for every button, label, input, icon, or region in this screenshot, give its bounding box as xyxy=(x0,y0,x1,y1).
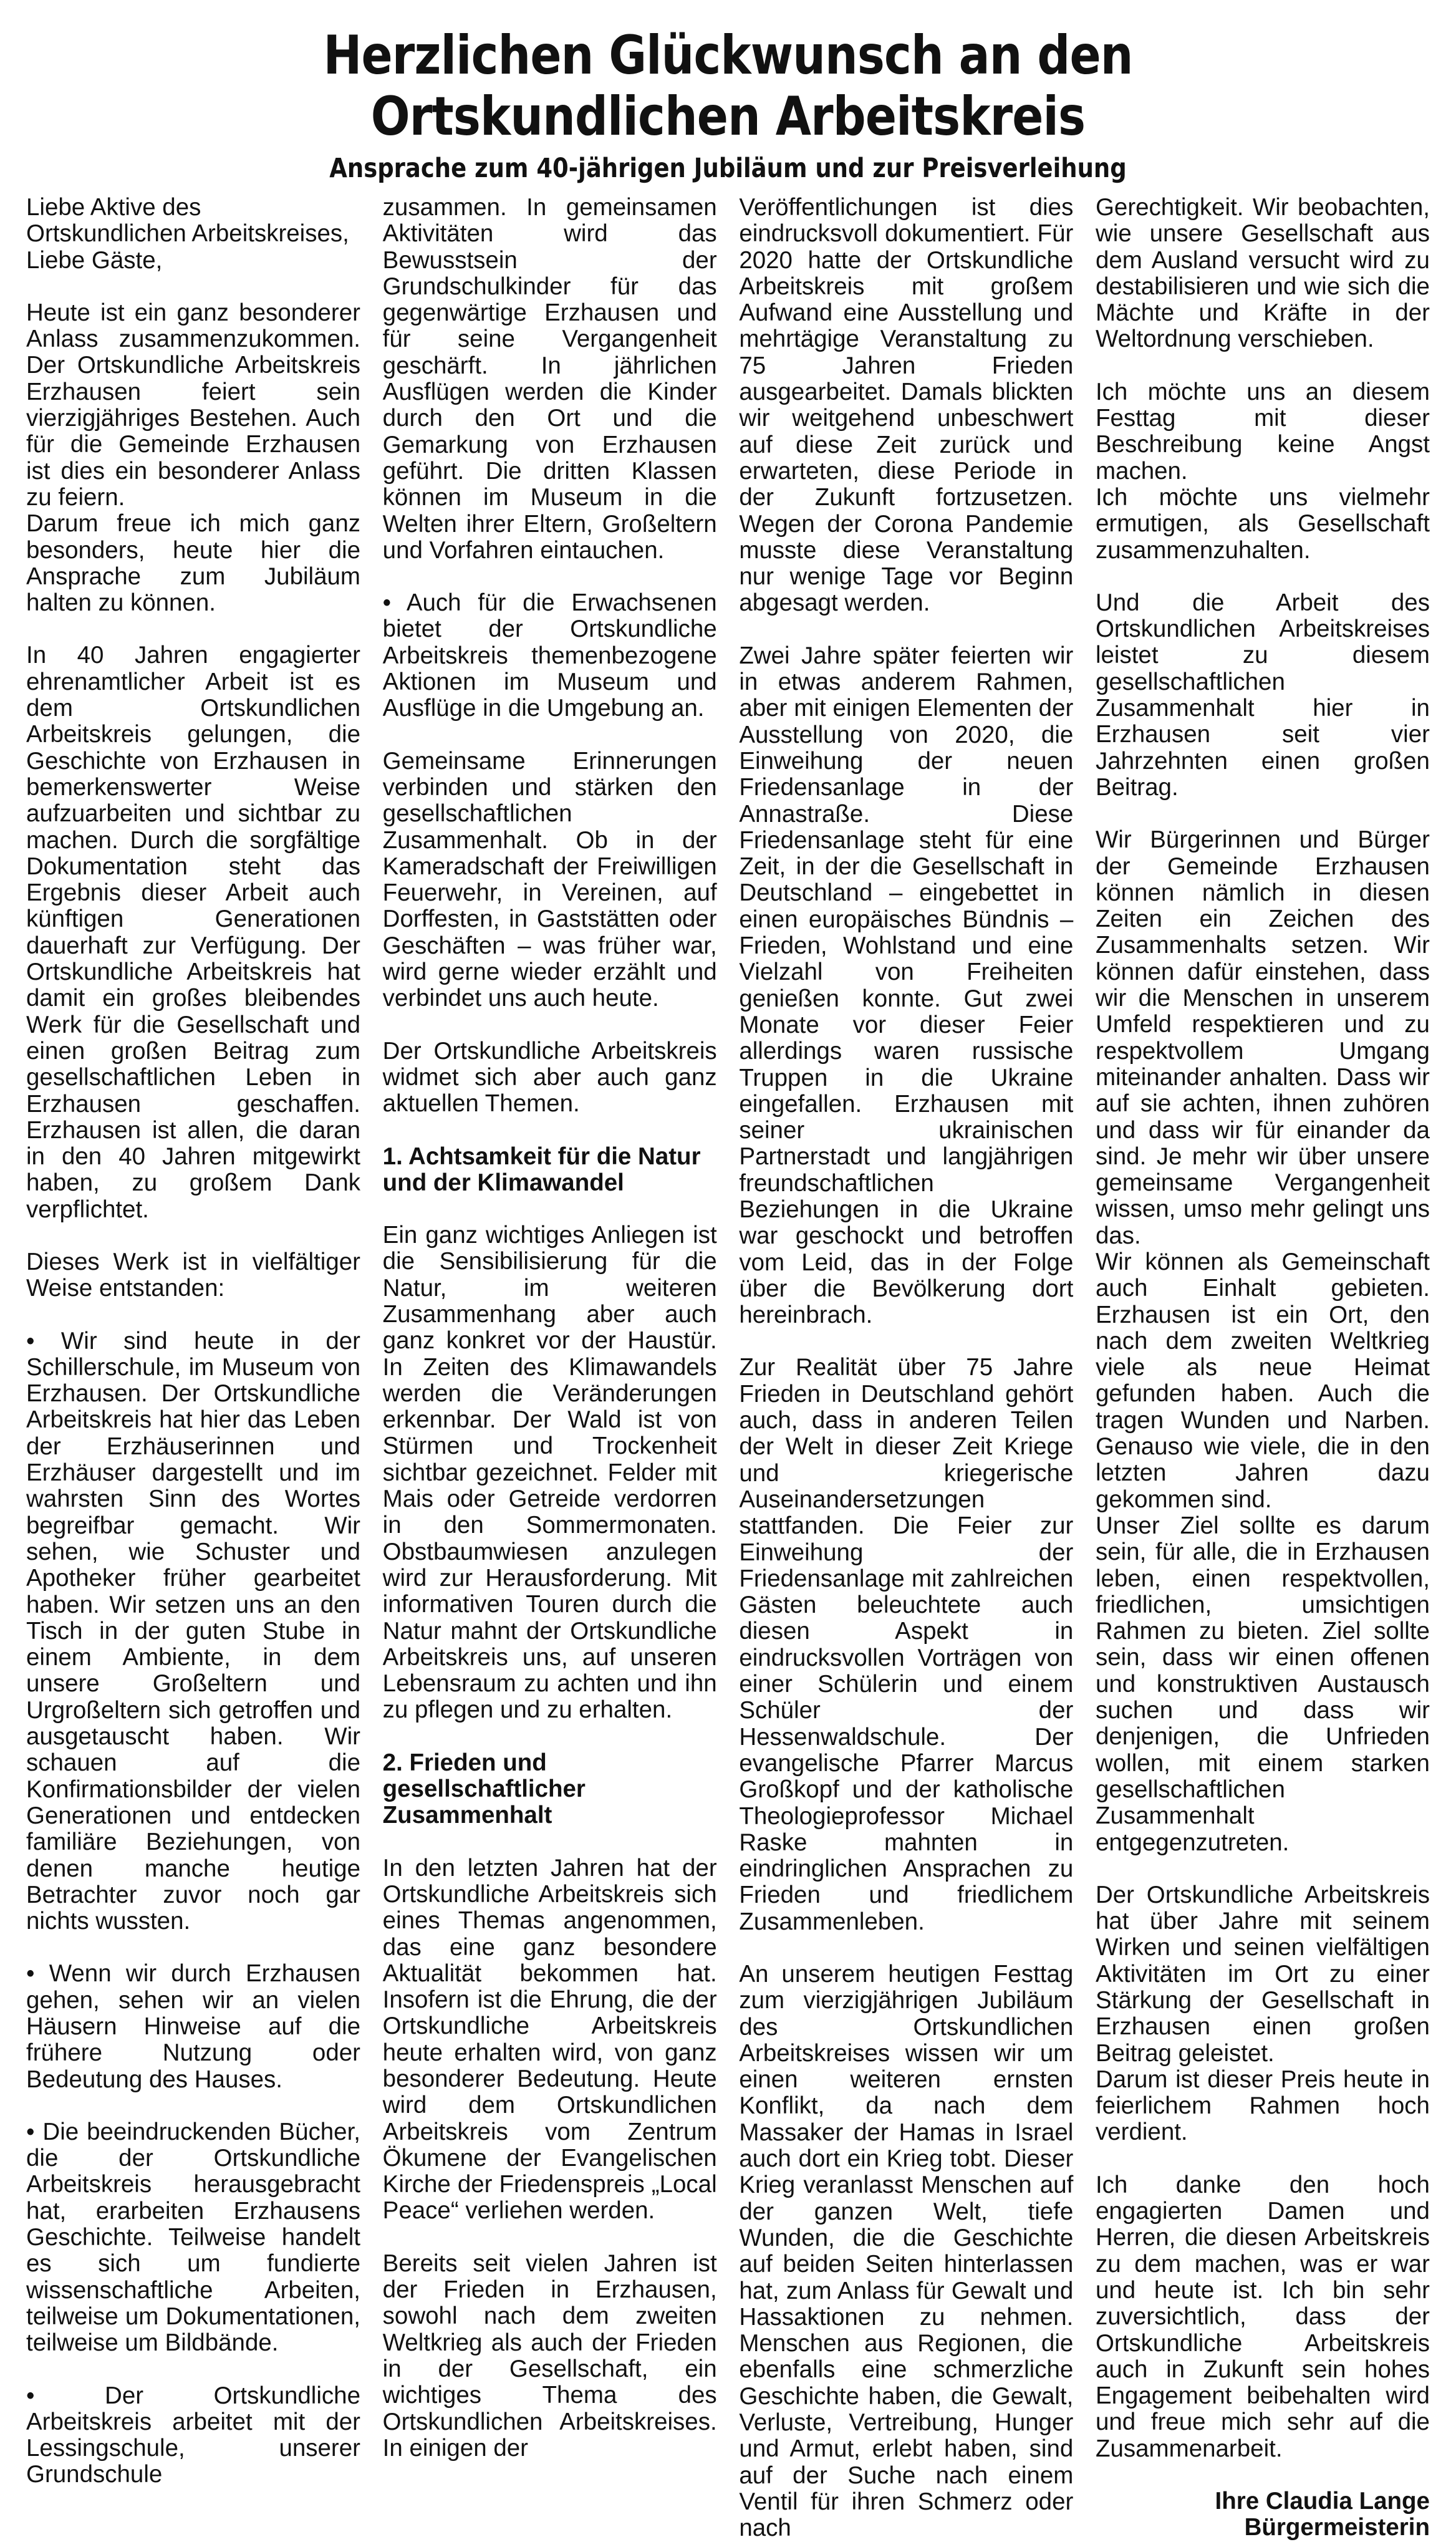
bullet-paragraph: • Die beeindruckenden Bücher, die der Ortskundliche Arbeitskreis herausgebracht hat, erarbeiten Erzhausens Geschichte. Teilweise handelt es sich um fundierte wissenschaftliche Arbeiten, teilweise um Dokumentationen, teilweise um Bildbände. xyxy=(26,2118,360,2357)
bullet-paragraph: • Auch für die Erwachsenen bietet der Ortskundliche Arbeitskreis themenbezogene Aktionen im Museum und Ausflüge in die Umgebung an. xyxy=(382,589,717,722)
column-4 xyxy=(1095,194,1430,2541)
bullet-paragraph: • Wenn wir durch Erzhausen gehen, sehen wir an vielen Häusern Hinweise auf die frühere Nutzung oder Bedeutung des Hauses. xyxy=(26,1960,360,2093)
signature-name: Ihre Claudia Lange xyxy=(1215,2488,1430,2515)
headline-line-1: Herzlichen Glückwunsch an den xyxy=(323,24,1133,87)
paragraph: Ich danke den hoch engagierten Damen und Herren, die diesen Arbeitskreis zu dem machen, was er war und heute ist. Ich bin sehr zuversichtlich, dass der Ortskundliche Arbeitskreis auch in Zukunft sein hohes Engagement beibehalten wird und freue mich sehr auf die Zusammenarbeit. xyxy=(1095,2171,1430,2462)
paragraph: Der Ortskundliche Arbeitskreis widmet sich aber auch ganz aktuellen Themen. xyxy=(382,1037,717,1118)
paragraph: Zur Realität über 75 Jahre Frieden in Deutschland gehört auch, dass in anderen Teilen der Welt in dieser Zeit Kriege und kriegerische Auseinandersetzungen stattfanden. Die Feier zur Einweihung der Friedensanlage mit zahlreichen Gästen beleuchtete auch diesen Aspekt in eindrucksvollen Vorträgen von einer Schülerin und einem Schüler der Hessenwaldschule. Der evangelische Pfarrer Marcus Großkopf und der katholische Theologieprofessor Michael Raske mahnten in eindringlichen Ansprachen zu Frieden und friedlichem Zusammenleben. xyxy=(739,1354,1074,1935)
paragraph: Heute ist ein ganz besonderer Anlass zusammenzukommen. Der Ortskundliche Arbeitskreis Erzhausen feiert sein vierzigjähriges Bestehen. Auch für die Gemeinde Erzhausen ist dies ein besonderer Anlass zu feiern. Darum freue ich mich ganz besonders, heute hier die Ansprache zum Jubiläum halten zu können. xyxy=(26,299,360,617)
paragraph: Ich möchte uns an diesem Festtag mit dieser Beschreibung keine Angst machen. Ich möchte uns vielmehr ermutigen, als Gesellschaft zusammenzuhalten. xyxy=(1095,378,1430,564)
column-2 xyxy=(382,194,717,2462)
subheadline: Ansprache zum 40-jährigen Jubiläum und zur Preisverleihung xyxy=(329,153,1127,184)
paragraph: An unserem heutigen Festtag zum vierzigjährigen Jubiläum des Ortskundlichen Arbeitskreises wissen wir um einen weiteren ernsten Konflikt, da nach dem Massaker der Hamas in Israel auch dort ein Krieg tobt. Dieser Krieg veranlasst Menschen auf der ganzen Welt, tiefe Wunden, die die Geschichte auf beiden Seiten hinterlassen hat, zum Anlass für Gewalt und Hassaktionen zu nehmen. Menschen aus Regionen, die ebenfalls eine schmerzliche Geschichte haben, die Gewalt, Verluste, Vertreibung, Hunger und Armut, erlebt haben, sind auf der Suche nach einem Ventil für ihren Schmerz oder nach xyxy=(739,1961,1074,2542)
section-heading: 2. Frieden und gesellschaftlicher Zusammenhalt xyxy=(382,1749,586,1829)
paragraph: Und die Arbeit des Ortskundlichen Arbeitskreises leistet zu diesem gesellschaftlichen Zusammenhalt hier in Erzhausen seit vier Jahrzehnten einen großen Beitrag. xyxy=(1095,589,1430,801)
salutation: Liebe Aktive des Ortskundlichen Arbeitskreises, Liebe Gäste, xyxy=(26,194,349,274)
bullet-paragraph: • Der Ortskundliche Arbeitskreis arbeitet mit der Lessingschule, unserer Grundschule xyxy=(26,2382,360,2488)
paragraph: In 40 Jahren engagierter ehrenamtlicher Arbeit ist es dem Ortskundlichen Arbeitskreis gelungen, die Geschichte von Erzhausen in bemerkenswerter Weise aufzuarbeiten und sichtbar zu machen. Durch die sorgfältige Dokumentation steht das Ergebnis dieser Arbeit auch künftigen Generationen dauerhaft zur Verfügung. Der Ortskundliche Arbeitskreis hat damit ein großes bleibendes Werk für die Gesellschaft und einen großen Beitrag zum gesellschaftlichen Leben in Erzhausen geschaffen. Erzhausen ist allen, die daran in den 40 Jahren mitgewirkt haben, zu großem Dank verpflichtet. xyxy=(26,642,360,1223)
paragraph: Wir Bürgerinnen und Bürger der Gemeinde Erzhausen können nämlich in diesen Zeiten ein Zeichen des Zusammenhalts setzen. Wir können dafür einstehen, dass wir die Menschen in unserem Umfeld respektieren und zu respektvollem Umgang miteinander anhalten. Dass wir auf sie achten, ihnen zuhören und dass wir für einander da sind. Je mehr wir über unsere gemeinsame Vergangenheit wissen, umso mehr gelingt uns das. Wir können als Gemeinschaft auch Einhalt gebieten. Erzhausen ist ein Ort, den nach dem zweiten Weltkrieg viele als neue Heimat gefunden haben. Auch die tragen Wunden und Narben. Genauso wie viele, die in den letzten Jahren dazu gekommen sind. Unser Ziel sollte es darum sein, für alle, die in Erzhausen leben, einen respektvollen, friedlichen, umsichtigen Rahmen zu bieten. Ziel sollte sein, dass wir einen offenen und konstruktiven Austausch suchen und dass wir denjenigen, die Unfrieden wollen, mit einem starken gesellschaftlichen Zusammenhalt entgegenzutreten. xyxy=(1095,826,1430,1856)
paragraph: Bereits seit vielen Jahren ist der Frieden in Erzhausen, sowohl nach dem zweiten Weltkrieg als auch der Frieden in der Gesellschaft, ein wichtiges Thema des Ortskundlichen Arbeitskreises. In einigen der xyxy=(382,2250,717,2462)
paragraph: Der Ortskundliche Arbeitskreis hat über Jahre mit seinem Wirken und seinen vielfältigen Aktivitäten im Ort zu einer Stärkung der Gesellschaft in Erzhausen einen großen Beitrag geleistet. Darum ist dieser Preis heute in feierlichem Rahmen hoch verdient. xyxy=(1095,1881,1430,2146)
column-3 xyxy=(739,194,1074,2542)
signature-title: Bürgermeisterin xyxy=(1244,2514,1430,2541)
bullet-paragraph: • Wir sind heute in der Schillerschule, im Museum von Erzhausen. Der Ortskundliche Arbeitskreis hat hier das Leben der Erzhäuserinnen und Erzhäuser dargestellt und im wahrsten Sinn des Wortes begreifbar gemacht. Wir sehen, wie Schuster und Apotheker früher gearbeitet haben. Wir setzen uns an den Tisch in der guten Stube in einem Ambiente, in dem unsere Großeltern und Urgroßeltern sich getroffen und ausgetauscht haben. Wir schauen auf die Konfirmationsbilder der vielen Generationen und entdecken familiäre Beziehungen, von denen manche heutige Betrachter zuvor noch gar nichts wussten. xyxy=(26,1327,360,1935)
paragraph: Veröffentlichungen ist dies eindrucksvoll dokumentiert. Für 2020 hatte der Ortskundliche Arbeitskreis mit großem Aufwand eine Ausstellung und mehrtägige Veranstaltung zu 75 Jahren Frieden ausgearbeitet. Damals blickten wir weitgehend unbeschwert auf diese Zeit zurück und erwarteten, diese Periode in der Zukunft fortzusetzen. Wegen der Corona Pandemie musste diese Veranstaltung nur wenige Tage vor Beginn abgesagt werden. xyxy=(739,194,1074,617)
paragraph: Dieses Werk ist in vielfältiger Weise entstanden: xyxy=(26,1248,360,1302)
section-heading: 1. Achtsamkeit für die Natur und der Klimawandel xyxy=(382,1143,701,1196)
headline-line-2: Ortskundlichen Arbeitskreis xyxy=(370,85,1086,148)
column-1 xyxy=(26,194,360,2488)
paragraph: zusammen. In gemeinsamen Aktivitäten wird das Bewusstsein der Grundschulkinder für das gegenwärtige Erzhausen und für seine Vergangenheit geschärft. In jährlichen Ausflügen werden die Kinder durch den Ort und die Gemarkung von Erzhausen geführt. Die dritten Klassen können im Museum in die Welten ihrer Eltern, Großeltern und Vorfahren eintauchen. xyxy=(382,194,717,564)
paragraph: In den letzten Jahren hat der Ortskundliche Arbeitskreis sich eines Themas angenommen, das eine ganz besondere Aktualität bekommen hat. Insofern ist die Ehrung, die der Ortskundliche Arbeitskreis heute erhalten wird, von ganz besonderer Bedeutung. Heute wird dem Ortskundlichen Arbeitskreis vom Zentrum Ökumene der Evangelischen Kirche der Friedenspreis „Local Peace“ verliehen werden. xyxy=(382,1854,717,2225)
paragraph: Gerechtigkeit. Wir beobachten, wie unsere Gesellschaft aus dem Ausland versucht wird zu destabilisieren und wie sich die Mächte und Kräfte in der Weltordnung verschieben. xyxy=(1095,194,1430,353)
paragraph: Zwei Jahre später feierten wir in etwas anderem Rahmen, aber mit einigen Elementen der Ausstellung von 2020, die Einweihung der neuen Friedensanlage in der Annastraße. Diese Friedensanlage steht für eine Zeit, in der die Gesellschaft in Deutschland – eingebettet in einen europäisches Bündnis – Frieden, Wohlstand und eine Vielzahl von Freiheiten genießen konnte. Gut zwei Monate vor dieser Feier allerdings waren russische Truppen in die Ukraine eingefallen. Erzhausen mit seiner ukrainischen Partnerstadt und langjährigen freundschaftlichen Beziehungen in die Ukraine war geschockt und betroffen vom Leid, das in der Folge über die Bevölkerung dort hereinbrach. xyxy=(739,642,1074,1329)
paragraph: Gemeinsame Erinnerungen verbinden und stärken den gesellschaftlichen Zusammenhalt. Ob in der Kameradschaft der Freiwilligen Feuerwehr, in Vereinen, auf Dorffesten, in Gaststätten oder Geschäften – was früher war, wird gerne wieder erzählt und verbindet uns auch heute. xyxy=(382,747,717,1012)
headline xyxy=(125,25,1332,147)
article-columns xyxy=(26,194,1430,2542)
paragraph: Ein ganz wichtiges Anliegen ist die Sensibilisierung für die Natur, im weiteren Zusammenhang aber auch ganz konkret vor der Haustür. In Zeiten des Klimawandels werden die Veränderungen erkennbar. Der Wald ist von Stürmen und Trockenheit sichtbar gezeichnet. Felder mit Mais oder Getreide verdorren in den Sommermonaten. Obstbaumwiesen anzulegen wird zur Herausforderung. Mit informativen Touren durch die Natur mahnt der Ortskundliche Arbeitskreis uns, auf unseren Lebensraum zu achten und ihn zu pflegen und zu erhalten. xyxy=(382,1222,717,1724)
signature-block xyxy=(1096,2488,1430,2541)
